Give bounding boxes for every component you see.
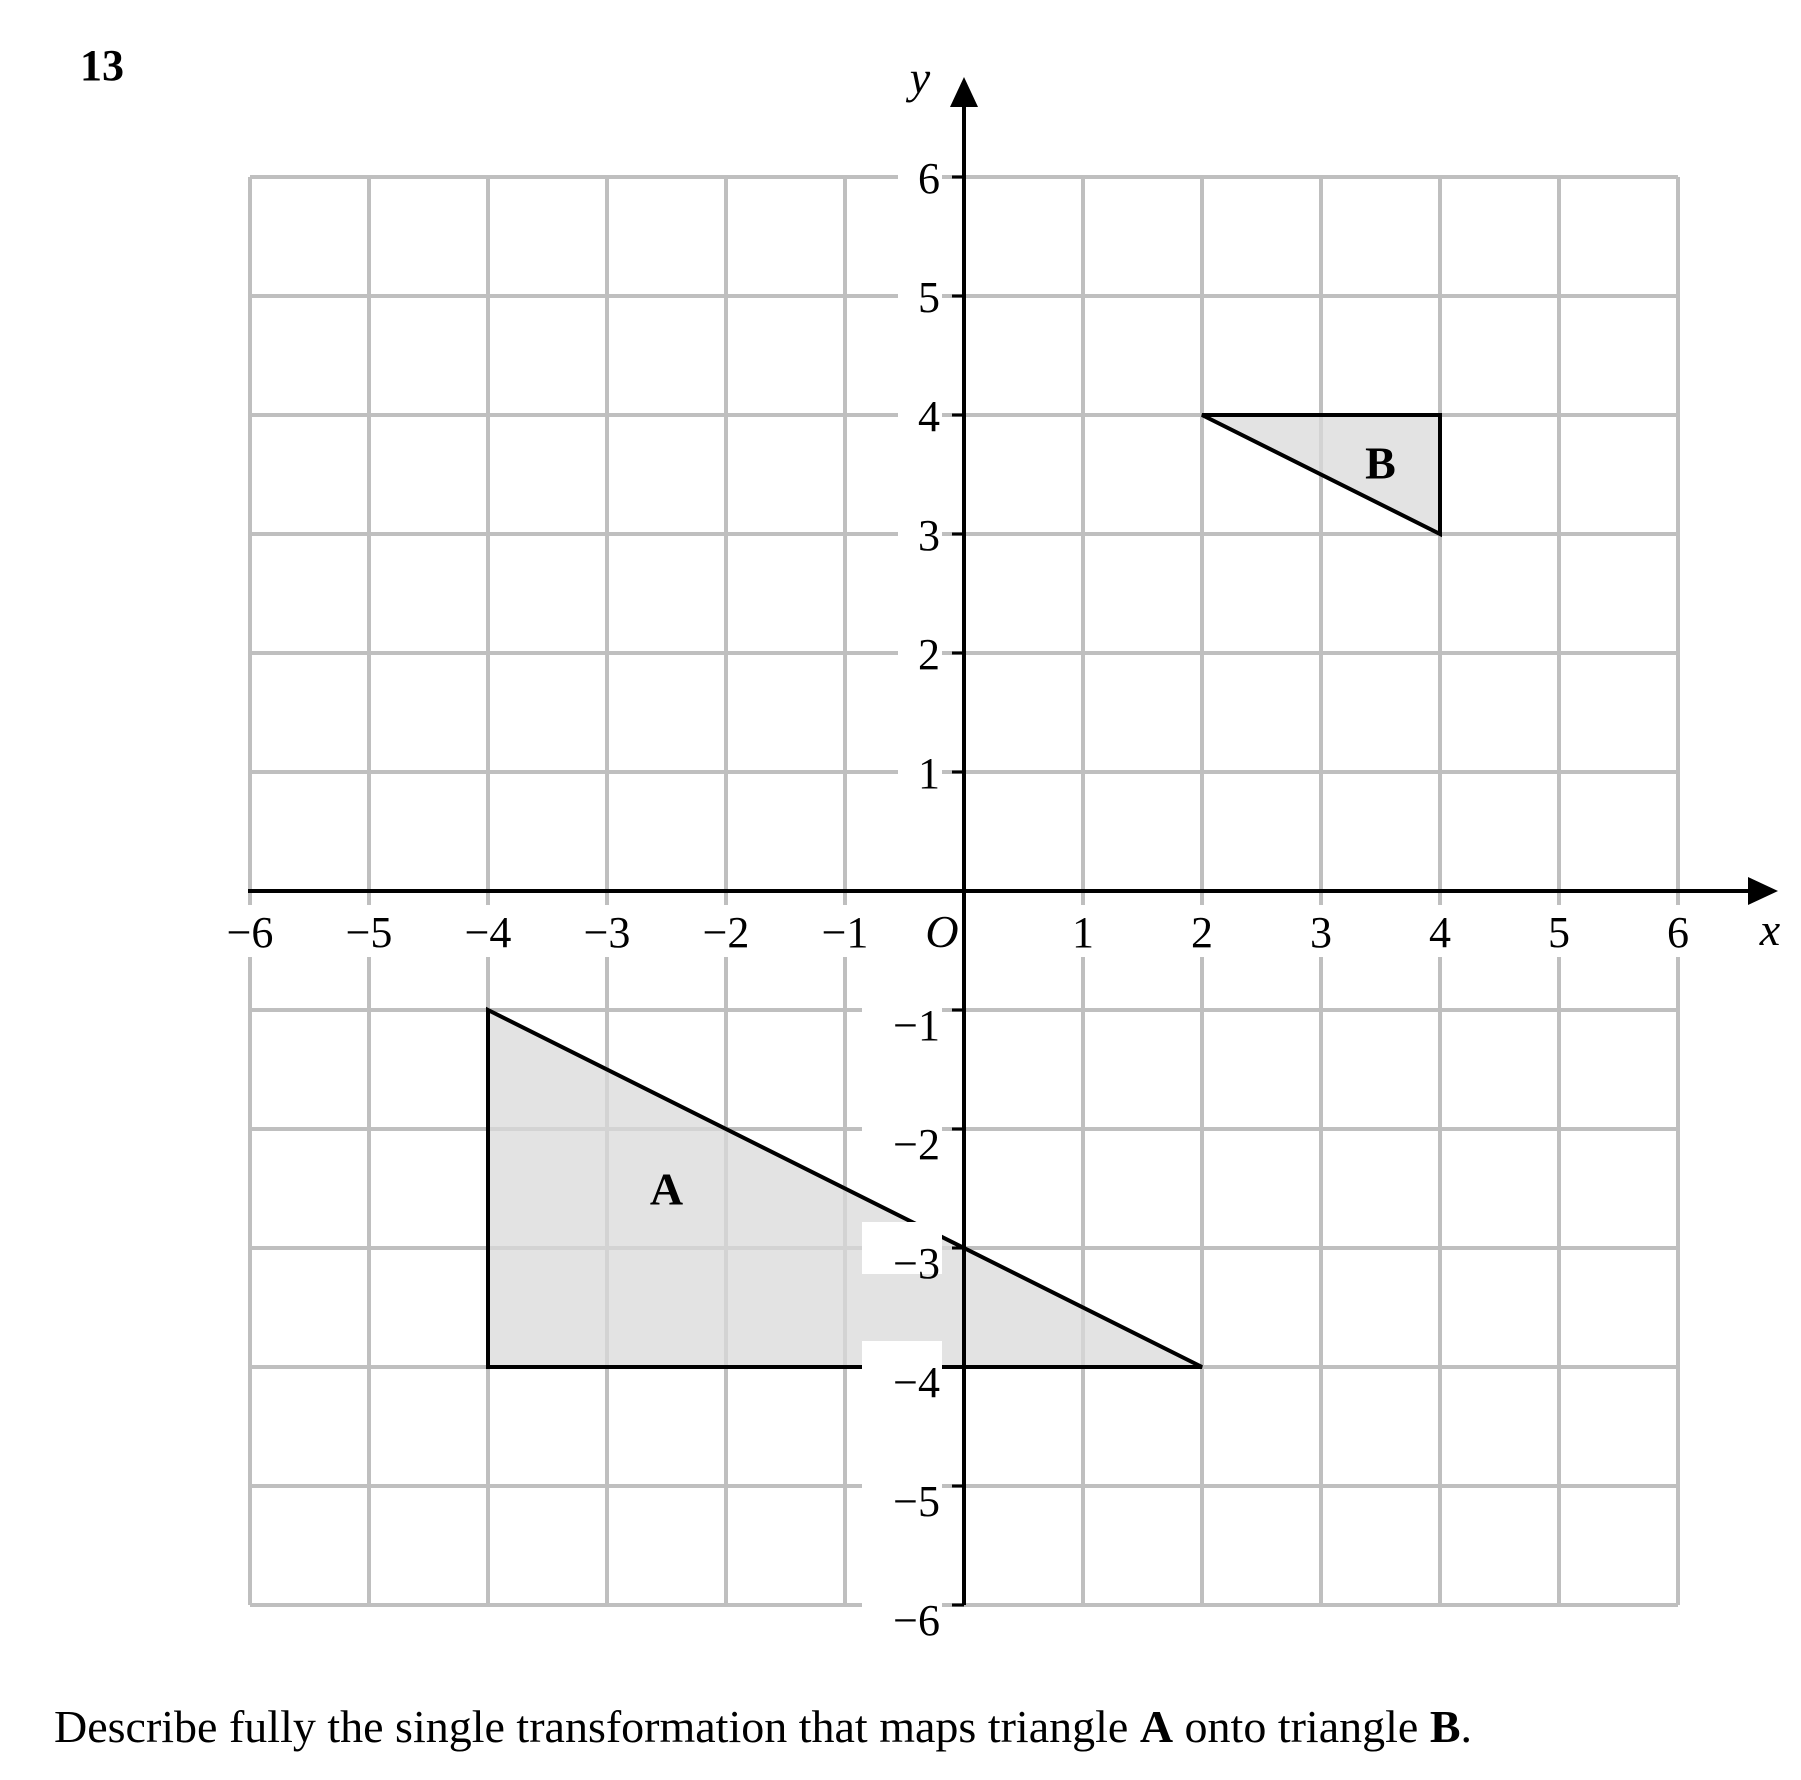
y-tick-label: −5 — [893, 1477, 940, 1526]
y-tick-label: −4 — [893, 1358, 940, 1407]
x-tick-label: 2 — [1191, 908, 1213, 957]
question-text-part-1: Describe fully the single transformation that maps triangle — [54, 1701, 1140, 1752]
axes — [248, 77, 1778, 1605]
x-tick-label: 4 — [1429, 908, 1451, 957]
question-bold-b: B — [1429, 1701, 1461, 1752]
x-axis-label: x — [1759, 904, 1781, 955]
x-tick-label: −1 — [821, 908, 869, 957]
question-bold-a: A — [1139, 1701, 1174, 1752]
x-tick-label: 5 — [1548, 908, 1570, 957]
question-text-part-2: onto triangle — [1173, 1701, 1430, 1752]
y-tick-label: −6 — [893, 1596, 940, 1645]
origin-label: O — [925, 906, 959, 957]
x-tick-label: 3 — [1310, 908, 1332, 957]
y-tick-label: −2 — [893, 1120, 940, 1169]
y-tick-label: 2 — [918, 630, 940, 679]
x-tick-label: −6 — [226, 908, 274, 957]
y-tick-label: 3 — [918, 511, 940, 560]
x-tick-label: −3 — [583, 908, 631, 957]
y-tick-label: −1 — [893, 1001, 940, 1050]
x-tick-label: −2 — [702, 908, 750, 957]
x-axis-arrow-icon — [1748, 877, 1778, 905]
question-number: 13 — [80, 41, 124, 90]
question-text-part-3: . — [1460, 1701, 1473, 1752]
y-axis-arrow-icon — [950, 77, 978, 107]
question-text — [54, 1700, 1472, 1753]
triangle-label-a: A — [649, 1163, 684, 1215]
x-tick-label: 1 — [1072, 908, 1094, 957]
triangle-label-b: B — [1365, 437, 1396, 489]
x-tick-label: 6 — [1667, 908, 1689, 957]
y-tick-label: 4 — [918, 392, 940, 441]
y-tick-label: 5 — [918, 273, 940, 322]
y-tick-label: −3 — [893, 1239, 940, 1288]
y-tick-label: 6 — [918, 154, 940, 203]
y-axis-label: y — [909, 52, 931, 103]
x-tick-label: −5 — [345, 908, 393, 957]
x-tick-label: −4 — [464, 908, 512, 957]
y-tick-label: 1 — [918, 749, 940, 798]
axis-and-shape-labels — [650, 52, 1781, 1215]
